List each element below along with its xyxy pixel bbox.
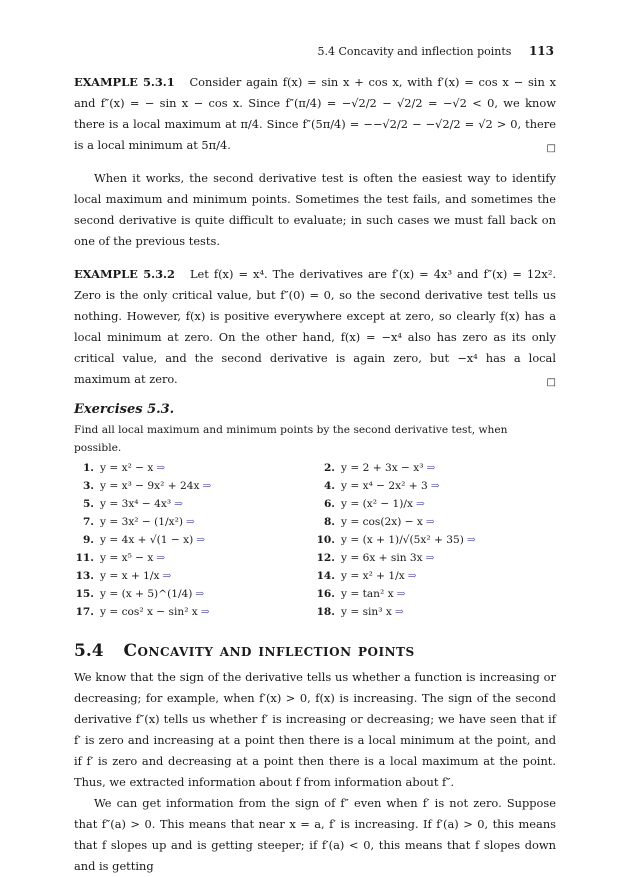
exercise-item <box>74 567 315 585</box>
exercise-expression: y = x² − x <box>100 462 154 474</box>
page-body <box>74 72 556 877</box>
header-section-title: 5.4 Concavity and inflection points <box>317 45 512 58</box>
exercise-item <box>315 459 556 477</box>
exercise-number: 4. <box>323 480 335 492</box>
exercise-expression: y = x⁴ − 2x² + 3 <box>341 480 428 492</box>
exercise-item <box>315 567 556 585</box>
answer-link-arrow-icon[interactable]: ⇒ <box>156 552 166 564</box>
exercise-number: 2. <box>323 462 335 474</box>
exercise-item <box>315 585 556 603</box>
exercise-item <box>74 459 315 477</box>
section-number: 5.4 <box>74 641 104 661</box>
exercise-expression: y = 3x² − (1/x²) <box>100 516 183 528</box>
exercises-section <box>74 402 556 621</box>
exercise-item <box>315 549 556 567</box>
exercises-instruction: Find all local maximum and minimum points by the second derivative test, when possible. <box>74 424 508 454</box>
answer-link-arrow-icon[interactable]: ⇒ <box>156 462 166 474</box>
answer-link-arrow-icon[interactable]: ⇒ <box>415 498 425 510</box>
exercise-item <box>315 495 556 513</box>
exercise-item <box>74 495 315 513</box>
exercise-number: 8. <box>323 516 335 528</box>
example-5-3-1 <box>74 72 556 156</box>
exercise-number: 6. <box>323 498 335 510</box>
exercise-number: 18. <box>316 606 335 618</box>
exercise-number: 7. <box>82 516 94 528</box>
section-paragraph-1: We know that the sign of the derivative tells us whether a function is increasing or decreasing; for example, when f′(x) > 0, f(x) is increasing. The sign of the second derivative f″(x) tells us whether f′ is increasing or decreasing; we have seen that if f′ is zero and increasing at a point then there is a local minimum at the point, and if f′ is zero and decreasing at a point then there is a local maximum at the point. Thus, we extracted information about f from information about f″. <box>74 670 556 789</box>
exercise-item <box>74 549 315 567</box>
exercise-number: 3. <box>82 480 94 492</box>
section-heading <box>74 641 556 661</box>
exercise-item <box>74 531 315 549</box>
exercise-item <box>315 477 556 495</box>
exercise-expression: y = (x² − 1)/x <box>341 498 413 510</box>
exercise-expression: y = cos² x − sin² x <box>100 606 198 618</box>
answer-link-arrow-icon[interactable]: ⇒ <box>426 462 436 474</box>
exercise-number: 11. <box>75 552 94 564</box>
exercise-expression: y = (x + 5)^(1/4) <box>100 588 193 600</box>
section-paragraph-2: We can get information from the sign of f″ even when f′ is not zero. Suppose that f″(a) > 0. This means that near x = a, f′ is increasing. If f′(a) > 0, this means that f slopes up and is getting steeper; if f′(a) < 0, this means that f slopes down and is getting <box>74 796 556 873</box>
answer-link-arrow-icon[interactable]: ⇒ <box>396 588 406 600</box>
exercise-number: 9. <box>82 534 94 546</box>
exercise-expression: y = sin³ x <box>341 606 392 618</box>
exercise-expression: y = x⁵ − x <box>100 552 154 564</box>
answer-link-arrow-icon[interactable]: ⇒ <box>425 552 435 564</box>
example-5-3-2 <box>74 264 556 390</box>
paragraph-second-derivative: When it works, the second derivative test is often the easiest way to identify local maximum and minimum points. Sometimes the test fails, and sometimes the second derivative is quite difficult to evaluate; in such cases we must fall back on one of the previous tests. <box>74 171 556 248</box>
exercise-number: 17. <box>75 606 94 618</box>
exercise-list <box>74 459 556 621</box>
answer-link-arrow-icon[interactable]: ⇒ <box>185 516 195 528</box>
answer-link-arrow-icon[interactable]: ⇒ <box>200 606 210 618</box>
answer-link-arrow-icon[interactable]: ⇒ <box>430 480 440 492</box>
answer-link-arrow-icon[interactable]: ⇒ <box>407 570 417 582</box>
exercise-number: 10. <box>316 534 335 546</box>
exercise-expression: y = 4x + √(1 − x) <box>100 534 194 546</box>
exercise-number: 13. <box>75 570 94 582</box>
exercise-item <box>315 531 556 549</box>
exercise-expression: y = cos(2x) − x <box>341 516 423 528</box>
exercise-item <box>74 477 315 495</box>
example-text: Consider again f(x) = sin x + cos x, with f′(x) = cos x − sin x and f″(x) = − sin x − cos x. Since f″(π/4) = −√2/2 − √2/2 = −√2 < 0, we know there is a local maximum at π/4. Since f″(5π/4) = −−√2/2 − −√2/2 = √2 > 0, there is a local minimum at 5π/4. <box>74 75 556 152</box>
exercise-number: 14. <box>316 570 335 582</box>
answer-link-arrow-icon[interactable]: ⇒ <box>162 570 172 582</box>
exercise-expression: y = x³ − 9x² + 24x <box>100 480 200 492</box>
answer-link-arrow-icon[interactable]: ⇒ <box>196 534 206 546</box>
qed-symbol: □ <box>546 377 556 388</box>
running-header <box>317 44 554 58</box>
exercise-expression: y = x + 1/x <box>100 570 160 582</box>
answer-link-arrow-icon[interactable]: ⇒ <box>195 588 205 600</box>
example-heading: EXAMPLE 5.3.1 <box>74 75 175 89</box>
exercise-expression: y = (x + 1)/√(5x² + 35) <box>341 534 464 546</box>
exercise-number: 16. <box>316 588 335 600</box>
exercise-item <box>74 603 315 621</box>
exercise-item <box>74 513 315 531</box>
exercise-expression: y = x² + 1/x <box>341 570 405 582</box>
exercise-expression: y = 6x + sin 3x <box>341 552 423 564</box>
exercise-item <box>74 585 315 603</box>
exercise-number: 15. <box>75 588 94 600</box>
answer-link-arrow-icon[interactable]: ⇒ <box>466 534 476 546</box>
exercise-number: 1. <box>82 462 94 474</box>
answer-link-arrow-icon[interactable]: ⇒ <box>202 480 212 492</box>
exercise-number: 12. <box>316 552 335 564</box>
example-text: Let f(x) = x⁴. The derivatives are f′(x) = 4x³ and f″(x) = 12x². Zero is the only critical value, but f″(0) = 0, so the second derivative test tells us nothing. However, f(x) is positive everywhere except at zero, so clearly f(x) has a local minimum at zero. On the other hand, f(x) = −x⁴ also has zero as its only critical value, and the second derivative is again zero, but −x⁴ has a local maximum at zero. <box>74 267 557 386</box>
qed-symbol: □ <box>546 143 556 154</box>
example-heading: EXAMPLE 5.3.2 <box>74 267 175 281</box>
answer-link-arrow-icon[interactable]: ⇒ <box>394 606 404 618</box>
exercise-expression: y = 3x⁴ − 4x³ <box>100 498 172 510</box>
answer-link-arrow-icon[interactable]: ⇒ <box>425 516 435 528</box>
exercise-item <box>315 513 556 531</box>
exercise-number: 5. <box>82 498 94 510</box>
answer-link-arrow-icon[interactable]: ⇒ <box>174 498 184 510</box>
exercise-expression: y = tan² x <box>341 588 394 600</box>
exercises-title: Exercises 5.3. <box>74 402 175 417</box>
exercise-expression: y = 2 + 3x − x³ <box>341 462 424 474</box>
section-title: Concavity and inflection points <box>123 641 415 661</box>
exercise-item <box>315 603 556 621</box>
page-number: 113 <box>528 44 554 58</box>
